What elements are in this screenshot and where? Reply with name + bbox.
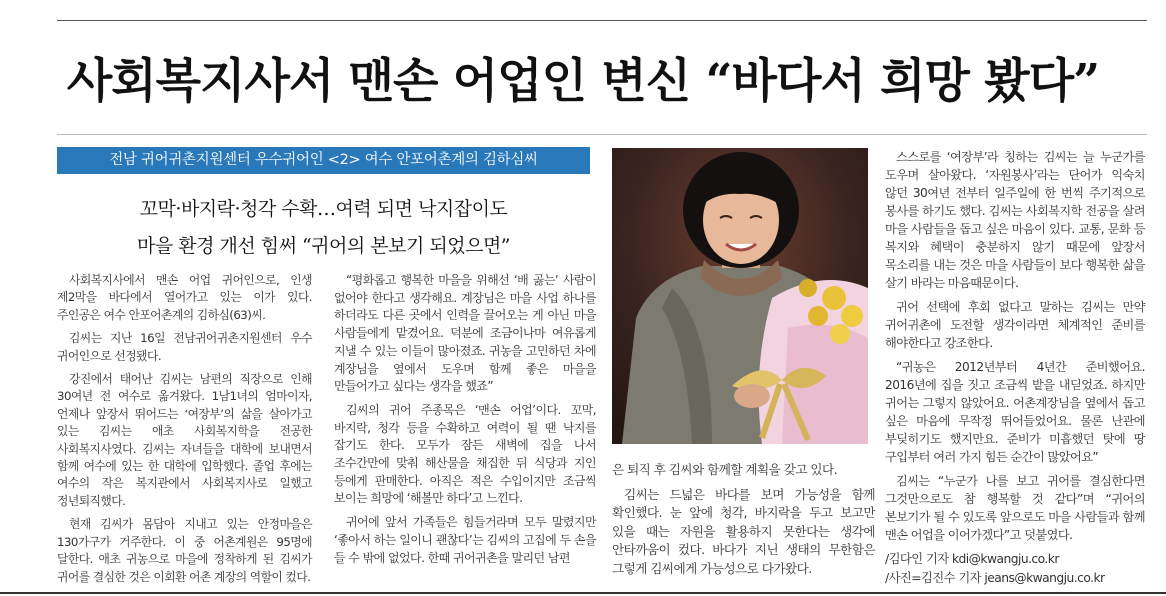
paragraph: 김씨는 지난 16일 전남귀어귀촌지원센터 우수 귀어인으로 선정됐다. [57, 331, 312, 363]
reporter-credit: /김다인 기자 kdi@kwangju.co.kr [885, 552, 1059, 566]
paragraph: 김씨는 “누군가 나를 보고 귀어를 결심한다면 그것만으로도 참 행복할 것 같다”며 “귀어의 본보기가 될 수 있도록 앞으로도 마을 사람들과 함께 맨손 어업을 이어가겠다”고 덧붙였다. [885, 474, 1145, 542]
series-banner: 전남 귀어귀촌지원센터 우수귀어인 <2> 여수 안포어촌계의 김하심씨 [57, 147, 590, 174]
subheadline-1: 꼬막·바지락·청각 수확…여력 되면 낙지잡이도 [139, 198, 508, 220]
article-column-1 [57, 272, 312, 586]
article-column-4 [885, 148, 1145, 587]
article-column-2 [334, 272, 596, 567]
bottom-rule [0, 592, 1166, 594]
paragraph: 강진에서 태어난 김씨는 남편의 직장으로 인해 30여년 전 여수로 옮겨왔다. 1남1녀의 엄마이자, 언제나 앞장서 뛰어드는 ‘여장부’의 삶을 살아가고 있는 김씨는 애초 사회복지학을 전공한 사회복지사였다. 김씨는 자녀들을 대학에 보내면서 함께 여수에 있는 한 대학에 입학했다. 졸업 후에는 여수의 작은 복지관에서 사회복지사로 일했고 정년퇴직했다. [57, 372, 312, 508]
top-rule [57, 20, 1147, 21]
paragraph: 은 퇴직 후 김씨와 함께할 계획을 갖고 있다. [612, 462, 838, 477]
portrait-photo [612, 148, 868, 444]
paragraph: “귀농은 2012년부터 4년간 준비했어요. 2016년에 집을 짓고 조금씩 밭을 내딛었죠. 하지만 귀어는 그렇지 않았어요. 어촌계장님을 옆에서 돕고 싶은 마음에 무작정 뛰어들었어요. 물론 난관에 부딪히기도 했지만요. 준비가 미흡했던 탓에 땅 구입부터 여러 가지 힘든 순간이 많았어요” [885, 360, 1145, 464]
subheadline-2: 마을 환경 개선 힘써 “귀어의 본보기 되었으면” [136, 235, 511, 257]
paragraph: 김씨는 드넓은 바다를 보며 가능성을 함께 확인했다. 눈 앞에 청각, 바지락을 두고 보고만 있을 때는 자원을 활용하지 못한다는 생각에 안타까움이 컸다. 바다가 지닌 생태의 무한함은 그렇게 김씨에게 가능성으로 다가왔다. [612, 486, 875, 576]
paragraph: 김씨의 귀어 주종목은 ‘맨손 어업’이다. 꼬막, 바지락, 청각 등을 수확하고 여력이 될 땐 낙지를 잡기도 한다. 모두가 잠든 새벽에 집을 나서 조수간만에 맞춰 해산물을 채집한 뒤 식당과 지인 등에게 판매한다. 아직은 적은 수입이지만 조금씩 보이는 희망에 ‘해볼만 하다’고 느낀다. [334, 402, 596, 506]
photo-credit: /사진=김진수 기자 jeans@kwangju.co.kr [885, 570, 1105, 585]
headline-divider [57, 134, 1147, 135]
article-column-3 [612, 461, 875, 579]
paragraph: 현재 김씨가 몸담아 지내고 있는 안정마을은 130가구가 거주한다. 이 중 어촌계원은 95명에 달한다. 애초 귀농으로 마을에 정착하게 된 김씨가 귀어를 결심한 것은 이회환 어촌 계장의 역할이 컸다. [57, 517, 312, 584]
paragraph: “평화롭고 행복한 마을을 위해선 ‘배 곯는’ 사람이 없어야 한다고 생각해요. 계장님은 마을 사업 하나를 하더라도 다른 곳에서 인력을 끌어오는 게 아닌 마을 사람들에게 맡겼어요. 덕분에 조금이나마 여유롭게 지낼 수 있는 이들이 많아졌죠. 귀농을 고민하던 차에 계장님을 옆에서 도우며 함께 좋은 마을을 만들어가고 싶다는 생각을 했죠” [334, 273, 596, 394]
paragraph: 귀어에 앞서 가족들은 힘들거라며 모두 말렸지만 ‘좋아서 하는 일이니 괜찮다’는 김씨의 고집에 두 손을 들 수 밖에 없었다. 한때 귀어귀촌을 말리던 남편 [334, 515, 596, 565]
article-headline: 사회복지사서 맨손 어업인 변신 “바다서 희망 봤다” [66, 54, 1100, 109]
paragraph: 스스로를 ‘여장부’라 칭하는 김씨는 늘 누군가를 도우며 살아왔다. ‘자원봉사’라는 단어가 익숙치 않던 30여년 전부터 일주일에 한 번씩 주기적으로 봉사를 하기도 했다. 김씨는 사회복지학 전공을 살려 마을 사람들을 돕고 싶은 마음이 있다. 교통, 문화 등 복지와 혜택이 충분하지 않기 때문에 앞장서 목소리를 내는 것은 마을 사람들이 보다 행복한 삶을 살기 바라는 마음때문이다. [885, 150, 1145, 290]
paragraph: 사회복지사에서 맨손 어업 귀어인으로, 인생 제2막을 바다에서 열어가고 있는 이가 있다. 주인공은 여수 안포어촌계의 김하심(63)씨. [57, 273, 312, 322]
paragraph: 귀어 선택에 후회 없다고 말하는 김씨는 만약 귀어귀촌에 도전할 생각이라면 체계적인 준비를 해야한다고 강조한다. [885, 300, 1145, 350]
